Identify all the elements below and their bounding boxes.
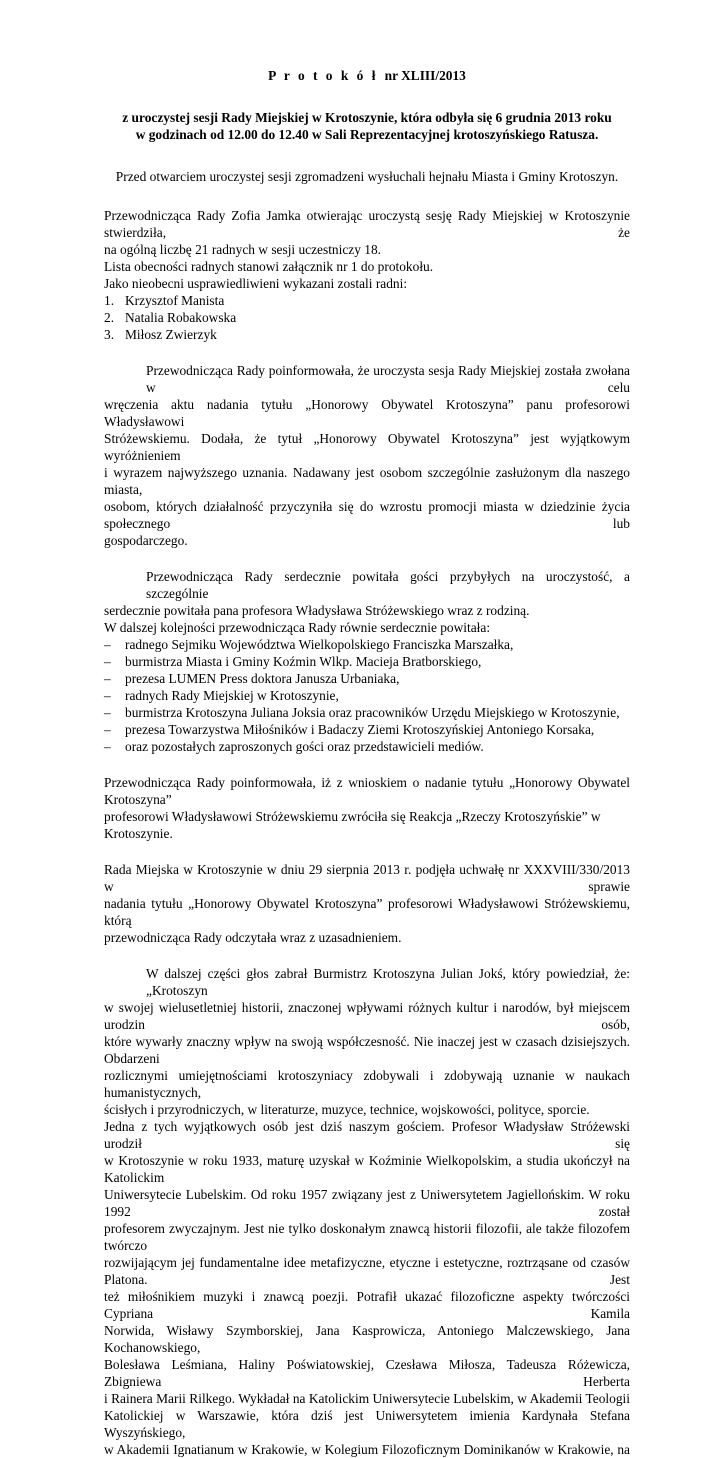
dash-bullet: –	[104, 637, 111, 652]
list-number: 2.	[104, 310, 115, 325]
dash-bullet: –	[104, 671, 111, 686]
list-item-text: burmistrza Krotoszyna Juliana Joksia oraz pracowników Urzędu Miejskiego w Krotoszynie,	[125, 705, 620, 720]
title-word: P r o t o k ó ł	[268, 68, 378, 83]
text-line: W dalszej części głos zabrał Burmistrz Krotoszyna Julian Jokś, który powiedział, że: „Krotoszyn	[146, 966, 630, 998]
list-item-text: Natalia Robakowska	[125, 310, 237, 325]
text-line: nadania tytułu „Honorowy Obywatel Krotoszyna” profesorowi Władysławowi Stróżewskiemu, którą	[104, 896, 630, 928]
text-line: też miłośnikiem muzyki i znawcą poezji. Potrafił ukazać filozoficzne aspekty twórczości Cypriana Kamila	[104, 1289, 630, 1321]
list-item	[104, 704, 630, 721]
title-number: nr XLIII/2013	[384, 68, 466, 83]
guest-list	[104, 636, 630, 755]
text-line: gospodarczego.	[104, 533, 188, 548]
text-line: Rada Miejska w Krotoszynie w dniu 29 sierpnia 2013 r. podjęła uchwałę nr XXXVIII/330/2013 w sprawie	[104, 862, 630, 894]
text-line: Lista obecności radnych stanowi załącznik nr 1 do protokołu.	[104, 259, 434, 274]
motion-paragraph	[104, 774, 630, 842]
text-line: w Krotoszynie w roku 1933, maturę uzyskał w Koźminie Wielkopolskim, a studia ukończył na Katolickim	[104, 1153, 630, 1185]
text-line: osobom, których działalność przyczyniła się do wzrostu promocji miasta w dziedzinie życia społecznego lub	[104, 499, 630, 531]
subtitle-line: w godzinach od 12.00 do 12.40 w Sali Reprezentacyjnej krotoszyńskiego Ratusza.	[135, 127, 599, 142]
list-item	[104, 738, 630, 755]
text-line: Stróżewskiemu. Dodała, że tytuł „Honorowy Obywatel Krotoszyna” jest wyjątkowym wyróżnieniem	[104, 431, 630, 463]
list-item-text: Miłosz Zwierzyk	[125, 327, 217, 342]
list-number: 1.	[104, 293, 115, 308]
text-line: Norwida, Wisławy Szymborskiej, Jana Kasprowicza, Antoniego Malczewskiego, Jana Kochanowskiego,	[104, 1323, 630, 1355]
dash-bullet: –	[104, 688, 111, 703]
text-line: i Rainera Marii Rilkego. Wykładał na Katolickim Uniwersytecie Lubelskim, w Akademii Teologii	[104, 1391, 630, 1406]
text-line: w Akademii Ignatianum w Krakowie, w Kolegium Filozoficznym Dominikanów w Krakowie, na	[104, 1442, 630, 1457]
list-item	[104, 670, 630, 687]
speech-paragraph	[104, 965, 630, 1458]
greeting-paragraph	[104, 568, 630, 636]
text-line: Jako nieobecni usprawiedliwieni wykazani zostali radni:	[104, 276, 408, 291]
text-line: serdecznie powitała pana profesora Władysława Stróżewskiego wraz z rodziną.	[104, 603, 530, 618]
text-line: na ogólną liczbę 21 radnych w sesji uczestniczy 18.	[104, 242, 382, 257]
list-item	[104, 721, 630, 738]
text-line: Jedna z tych wyjątkowych osób jest dziś naszym gościem. Profesor Władysław Stróżewski urodził się	[104, 1119, 630, 1151]
document-body	[104, 67, 630, 1458]
text-line: rozwijającym jej fundamentalne idee metafizyczne, etyczne i estetyczne, roztrząsane od czasów Platona. Jest	[104, 1255, 630, 1287]
text-line: w swojej wielusetletniej historii, znaczonej wpływami różnych kultur i narodów, był miejscem urodzin osób,	[104, 1000, 630, 1032]
list-item-text: prezesa LUMEN Press doktora Janusza Urbaniaka,	[125, 671, 400, 686]
dash-bullet: –	[104, 722, 111, 737]
list-item-text: radnych Rady Miejskiej w Krotoszynie,	[125, 688, 339, 703]
text-line: Przewodnicząca Rady serdecznie powitała gości przybyłych na uroczystość, a szczególnie	[146, 569, 630, 601]
dash-bullet: –	[104, 705, 111, 720]
document-subtitle	[104, 109, 630, 143]
opening-paragraph	[104, 207, 630, 292]
text-line: profesorowi Władysławowi Stróżewskiemu zwróciła się Reakcja „Rzeczy Krotoszyńskie” w Krotoszynie.	[104, 809, 601, 841]
subtitle-line: z uroczystej sesji Rady Miejskiej w Krotoszynie, która odbyła się 6 grudnia 2013 roku	[122, 110, 612, 125]
text-line: W dalszej kolejności przewodnicząca Rady równie serdecznie powitała:	[104, 620, 491, 635]
resolution-paragraph	[104, 861, 630, 946]
document-title	[104, 67, 630, 84]
list-item	[104, 636, 630, 653]
list-item-text: burmistrza Miasta i Gminy Koźmin Wlkp. Macieja Bratborskiego,	[125, 654, 482, 669]
list-item-text: oraz pozostałych zaproszonych gości oraz przedstawicieli mediów.	[125, 739, 484, 754]
text-line: Przewodnicząca Rady poinformowała, iż z wnioskiem o nadanie tytułu „Honorowy Obywatel Krotoszyna”	[104, 775, 630, 807]
text-line: rozlicznymi umiejętnościami krotoszyniacy zdobywali i zdobywają uznanie w naukach humanistycznych,	[104, 1068, 630, 1100]
list-item-text: radnego Sejmiku Województwa Wielkopolskiego Franciszka Marszałka,	[125, 637, 514, 652]
list-item-text: prezesa Towarzystwa Miłośników i Badaczy Ziemi Krotoszyńskiej Antoniego Korsaka,	[125, 722, 595, 737]
text-line: Bolesława Leśmiana, Haliny Poświatowskiej, Czesława Miłosza, Tadeusza Różewicza, Zbigniewa Herberta	[104, 1357, 630, 1389]
text-line: Katolickiej w Warszawie, która dziś jest Uniwersytetem imienia Kardynała Stefana Wyszyńskiego,	[104, 1408, 630, 1440]
list-item	[104, 292, 630, 309]
absent-list	[104, 292, 630, 343]
text-line: przewodnicząca Rady odczytała wraz z uzasadnieniem.	[104, 930, 402, 945]
list-number: 3.	[104, 327, 115, 342]
text-line: Przewodnicząca Rady Zofia Jamka otwierając uroczystą sesję Rady Miejskiej w Krotoszynie stwierdziła, że	[104, 208, 630, 240]
intro-paragraph: Przed otwarciem uroczystej sesji zgromadzeni wysłuchali hejnału Miasta i Gminy Krotoszyn.	[115, 169, 619, 184]
purpose-paragraph	[104, 362, 630, 549]
text-line: Uniwersytecie Lubelskim. Od roku 1957 związany jest z Uniwersytetem Jagiellońskim. W roku 1992 został	[104, 1187, 630, 1219]
dash-bullet: –	[104, 739, 111, 754]
text-line: Przewodnicząca Rady poinformowała, że uroczysta sesja Rady Miejskiej została zwołana w celu	[146, 363, 630, 395]
list-item-text: Krzysztof Manista	[125, 293, 225, 308]
text-line: wręczenia aktu nadania tytułu „Honorowy Obywatel Krotoszyna” panu profesorowi Władysławowi	[104, 397, 630, 429]
text-line: ścisłych i przyrodniczych, w literaturze, muzyce, technice, wojskowości, polityce, sporcie.	[104, 1102, 590, 1117]
list-item	[104, 309, 630, 326]
text-line: które wywarły znaczny wpływ na swoją współczesność. Nie inaczej jest w czasach dzisiejszych. Obdarzeni	[104, 1034, 630, 1066]
list-item	[104, 326, 630, 343]
text-line: i wyrazem najwyższego uznania. Nadawany jest osobom szczególnie zasłużonym dla naszego miasta,	[104, 465, 630, 497]
text-line: profesorem zwyczajnym. Jest nie tylko doskonałym znawcą historii filozofii, ale także filozofem twórczo	[104, 1221, 630, 1253]
list-item	[104, 653, 630, 670]
list-item	[104, 687, 630, 704]
dash-bullet: –	[104, 654, 111, 669]
